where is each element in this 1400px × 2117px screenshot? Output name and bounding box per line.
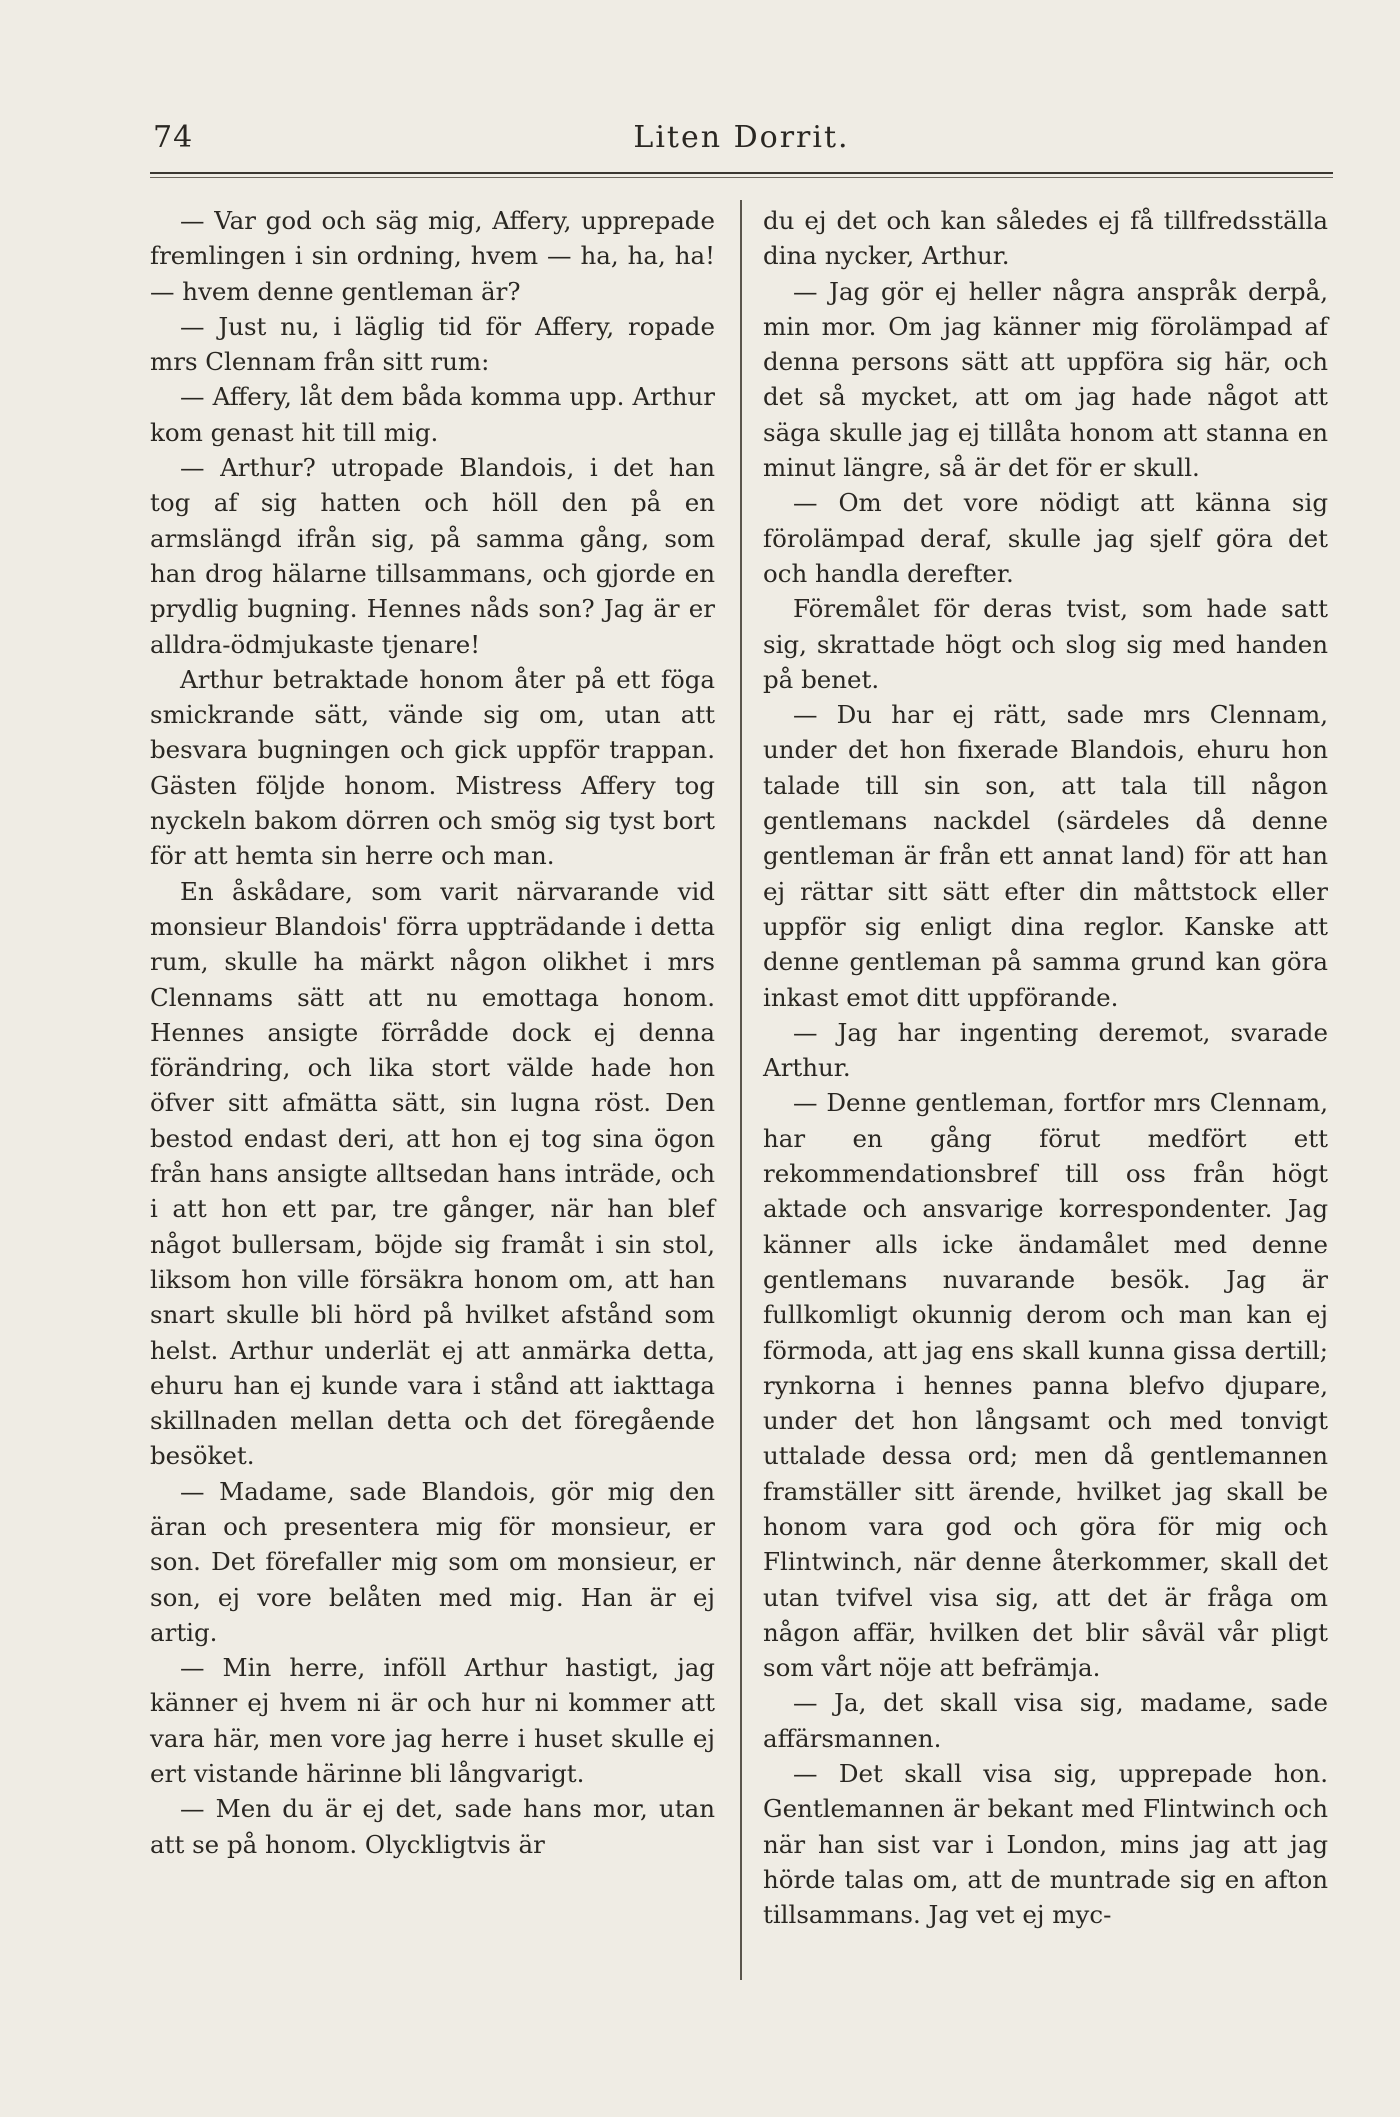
left-column [150, 203, 715, 1862]
paragraph: — Min herre, inföll Arthur hastigt, jag känner ej hvem ni är och hur ni kommer att vara här, men vore jag herre i huset skulle ej ert vistande härinne bli långvarigt. [150, 1653, 715, 1789]
paragraph: — Denne gentleman, fortfor mrs Clennam, har en gång förut medfört ett rekommendationsbref till oss från högt aktade och ansvarige korrespondenter. Jag känner alls icke ändamålet med denne gentlemans nuvarande besök. Jag är fullkomligt okunnig derom och man kan ej förmoda, att jag ens skall kunna gissa dertill; rynkorna i hennes panna blefvo djupare, under det hon långsamt och med tonvigt uttalade dessa ord; men då gentlemannen framställer sitt ärende, hvilket jag skall be honom vara god och göra för mig och Flintwinch, när denne återkommer, skall det utan tvifvel visa sig, att det är fråga om någon affär, hvilken det blir såväl vår pligt som vårt nöje att befrämja. [763, 1088, 1328, 1683]
right-column [763, 203, 1328, 1933]
paragraph: — Madame, sade Blandois, gör mig den äran och presentera mig för monsieur, er son. Det förefaller mig som om monsieur, er son, ej vore belåten med mig. Han är ej artig. [150, 1476, 715, 1647]
paragraph: En åskådare, som varit närvarande vid monsieur Blandois' förra uppträdande i detta rum, skulle ha märkt någon olikhet i mrs Clennams sätt att nu emottaga honom. Hennes ansigte förrådde dock ej denna förändring, och lika stort välde hade hon öfver sitt afmätta sätt, sin lugna röst. Den bestod endast deri, att hon ej tog sina ögon från hans ansigte alltsedan hans inträde, och i att hon ett par, tre gånger, när han blef något bullersam, böjde sig framåt i sin stol, liksom hon ville försäkra honom om, att han snart skulle bli hörd på hvilket afstånd som helst. Arthur underlät ej att anmärka detta, ehuru han ej kunde vara i stånd att iakttaga skillnaden mellan detta och det föregående besöket. [150, 876, 715, 1471]
paragraph: — Jag gör ej heller några anspråk derpå, min mor. Om jag känner mig förolämpad af denna persons sätt att uppföra sig här, och det så mycket, att om jag hade något att säga skulle jag ej tillåta honom att stanna en minut längre, så är det för er skull. [763, 276, 1328, 483]
paragraph: Arthur betraktade honom åter på ett föga smickrande sätt, vände sig om, utan att besvara bugningen och gick uppför trappan. Gästen följde honom. Mistress Affery tog nyckeln bakom dörren och smög sig tyst bort för att hemta sin herre och man. [150, 664, 715, 871]
paragraph: — Det skall visa sig, upprepade hon. Gentlemannen är bekant med Flintwinch och när han sist var i London, mins jag att jag hörde talas om, att de muntrade sig en afton tillsammans. Jag vet ej myc- [763, 1759, 1328, 1930]
paragraph: du ej det och kan således ej få tillfredsställa dina nycker, Arthur. [763, 206, 1328, 271]
page-header [150, 120, 1333, 162]
paragraph: — Ja, det skall visa sig, madame, sade affärsmannen. [763, 1688, 1328, 1753]
paragraph: — Affery, låt dem båda komma upp. Arthur kom genast hit till mig. [150, 382, 715, 447]
paragraph: — Jag har ingenting deremot, svarade Arthur. [763, 1017, 1328, 1083]
paragraph: — Just nu, i läglig tid för Affery, ropade mrs Clennam från sitt rum: [150, 311, 715, 377]
page-number: 74 [153, 120, 194, 155]
paragraph: — Men du är ej det, sade hans mor, utan att se på honom. Olyckligtvis är [150, 1794, 715, 1859]
paragraph: Föremålet för deras tvist, som hade satt sig, skrattade högt och slog sig med handen på benet. [763, 594, 1328, 694]
paragraph: — Om det vore nödigt att känna sig förolämpad deraf, skulle jag sjelf göra det och handla derefter. [763, 488, 1328, 588]
paragraph: — Du har ej rätt, sade mrs Clennam, under det hon fixerade Blandois, ehuru hon talade till sin son, att tala till någon gentlemans nackdel (särdeles då denne gentleman är från ett annat land) för att han ej rättar sitt sätt efter din måttstock eller uppför sig enligt dina reglor. Kanske att denne gentleman på samma grund kan göra inkast emot ditt uppförande. [763, 700, 1328, 1012]
column-divider [740, 200, 742, 1980]
paragraph: — Var god och säg mig, Affery, upprepade fremlingen i sin ordning, hvem — ha, ha, ha! — hvem denne gentleman är? [150, 206, 715, 306]
header-rule [150, 172, 1333, 174]
header-rule-thin [150, 177, 1333, 178]
running-title: Liten Dorrit. [633, 120, 850, 155]
paragraph: — Arthur? utropade Blandois, i det han tog af sig hatten och höll den på en armslängd ifrån sig, på samma gång, som han drog hälarne tillsammans, och gjorde en prydlig bugning. Hennes nåds son? Jag är er alldra-ödmjukaste tjenare! [150, 453, 715, 659]
